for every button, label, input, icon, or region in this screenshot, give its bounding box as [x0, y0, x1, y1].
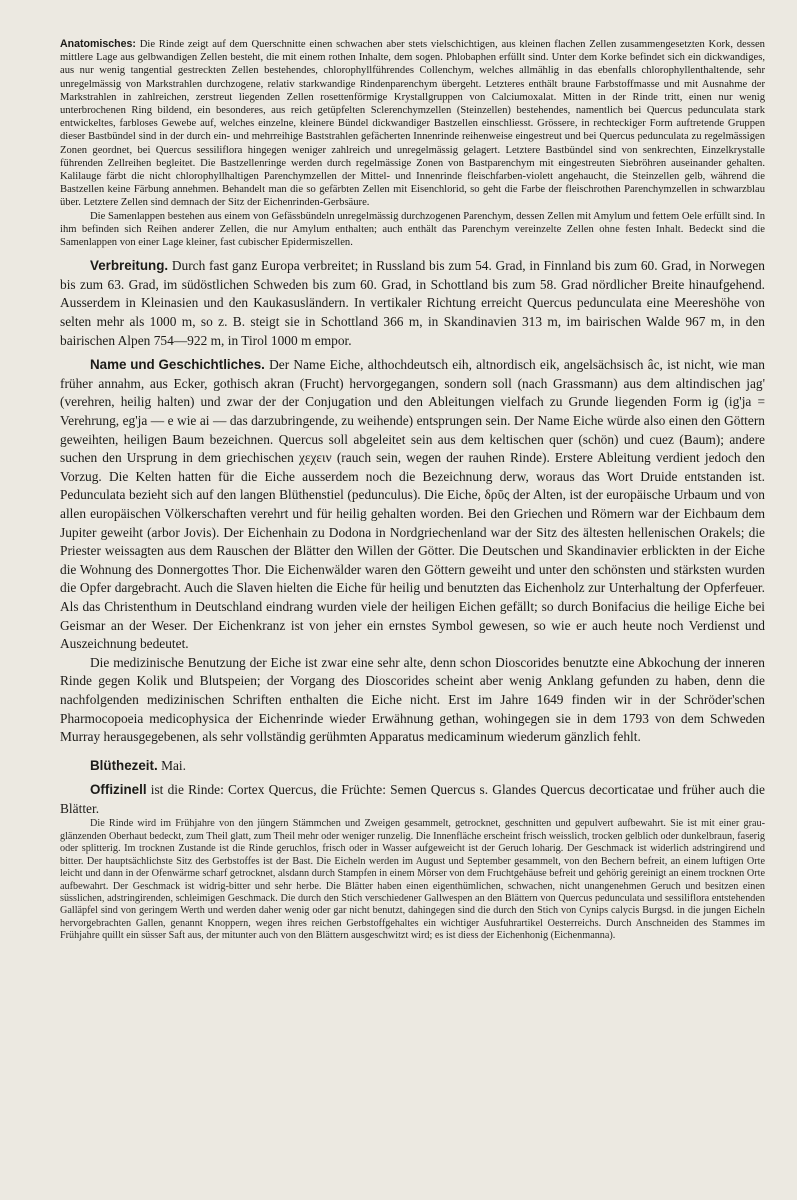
distribution-paragraph [60, 257, 765, 350]
flowering-paragraph [60, 757, 765, 776]
official-paragraph [60, 781, 765, 818]
history-paragraph [60, 356, 765, 654]
history-text: Der Name Eiche, althochdeutsch eih, altnordisch eik, angelsächsisch âc, ist nicht, wie man früher annahm, aus Ecker, gothisch akran (Frucht) hervorgegangen, sondern soll (nach Grassmann) aus dem altindischen jag' (verehren, heilig halten) und zwar der der Conjugation und den Ableitungen vielfach zu Grunde liegenden Form ig (ig'ja = Verehrung, eg'ja — e wie ai — das darzubringende, zu weihende) entsprungen sein. Der Name Eiche würde also einen den Göttern geweihten, heiligen Baum bezeichnen. Quercus soll abgeleitet sein aus dem keltischen quer (schön) und cuez (Baum); andere suchen den Ursprung in dem griechischen χεχειν (rauch sein, wegen der rauhen Rinde). Erstere Ableitung verdient jedoch den Vorzug. Die Kelten hatten für die Eiche ausserdem noch die Bezeichnung derw, woraus das Wort Druide entstanden ist. Pedunculata bezieht sich auf den langen Blüthenstiel (pedunculus). Die Eiche, δρῦς der Alten, ist der europäische Urbaum und von allen europäischen Völkerschaften verehrt und für heilig gehalten worden. Bei den Griechen und Römern war der Eichbaum dem Jupiter geweiht (arbor Jovis). Der Eichenhain zu Dodona in Nordgriechenland war der Sitz des ältesten hellenischen Orakels; die Priester weissagten aus dem Rauschen der Blätter den Willen der Götter. Die Deutschen und Skandinavier erblickten in der Eiche die Wohnung des Donnergottes Thor. Die Eichenwälder waren den Göttern geweiht und unter den schönsten und stärksten wurden die Opfer dargebracht. Auch die Slaven hielten die Eiche für heilig und benutzten das Eichenholz zur Unterhaltung der Opferfeuer. Als das Christenthum in Deutschland eindrang wurden viele der heiligen Eichen gefällt; so durch Bonifacius die heilige Eiche bei Geismar an der Weser. Der Eichenkranz ist von jeher ein ernstes Symbol gewesen, so wie er auch heute noch Verdienst und Auszeichnung bedeutet. [60, 357, 765, 652]
flowering-text: Mai. [161, 757, 186, 773]
official-heading: Offizinell [90, 782, 147, 798]
official-details-paragraph: Die Rinde wird im Frühjahre von den jüngern Stämmchen und Zweigen gesammelt, getrocknet, geschnitten und gepulvert aufbewahrt. Sie ist mit einer grau-glänzenden Oberhaut bedeckt, zum Theil glatt, zum Theil mehr oder weniger runzelig. Die Innenfläche erscheint frisch weisslich, trocken gelblich oder dunkelbraun, faserig oder splitterig. Im trocknen Zustande ist die Rinde geruchlos, frisch oder in Wasser aufgeweicht ist der Geruch loharig. Der Geschmack ist widerlich adstringirend und bitter. Der hauptsächlichste Sitz des Gerbstoffes ist der Bast. Die Eicheln werden im August und September gesammelt, von den Bechern befreit, an einem luftigen Orte leicht und dann in der Ofenwärme scharf getrocknet, alsdann durch Stampfen in einem Mörser von dem Fruchtgehäuse befreit und gehörig gereinigt an einem trocknen Orte aufbewahrt. Der Geschmack ist widrig-bitter und sehr herbe. Die Blätter haben einen eigenthümlichen, schwachen, nicht unangenehmen Geruch und besitzen einen süsslichen, adstringirenden, schleimigen Geschmack. Die durch den Stich verschiedener Gallwespen an den Blättern von Quercus pedunculata und sessiliflora entstehenden Galläpfel sind von geringem Werth und werden daher wenig oder gar nicht benutzt, dahingegen sind die durch den Stich von Cynips calycis Burgsd. in die jungen Eicheln hervorgebrachten Gallen, genannt Knoppern, wegen ihres reichen Gerbstoffgehaltes ein wichtiger Ausfuhrartikel Oesterreichs. Durch Anschneiden des Stammes im Frühjahre quillt ein süsser Saft aus, der mitunter auch von den Blättern ausgeschwitzt wird; es ist diess der Eichenhonig (Eichenmanna). [60, 818, 765, 942]
official-text: ist die Rinde: Cortex Quercus, die Früchte: Semen Quercus s. Glandes Quercus decorticatae und früher auch die Blätter. [60, 782, 765, 816]
anatomy-heading: Anatomisches: [60, 38, 136, 50]
medical-use-paragraph: Die medizinische Benutzung der Eiche ist zwar eine sehr alte, denn schon Dioscorides benutzte eine Abkochung der inneren Rinde gegen Kolik und Blutspeien; der Vorgang des Dioscorides scheint aber wenig Anklang gefunden zu haben, denn die nachfolgenden medizinischen Schriften enthalten die Eiche nicht. Erst im Jahre 1649 finden wir in der Schröder'schen Pharmocopoeia medicophysica der Eichenrinde wieder Erwähnung gethan, wohingegen sie in dem 1793 von dem Schweden Murray herausgegebenen, als sehr vollständig gerühmten Apparatus medicaminum wiederum gänzlich fehlt. [60, 654, 765, 745]
flowering-heading: Blüthezeit. [90, 757, 158, 773]
distribution-text: Durch fast ganz Europa verbreitet; in Russland bis zum 54. Grad, in Finnland bis zum 60. Grad, in Norwegen bis zum 63. Grad, im südöstlichen Schweden bis zum 60. Grad, in Schottland bis zum 58. Grad nördlicher Breite hinaufgehend. Ausserdem in Kleinasien und den Kaukasusländern. In vertikaler Richtung erreicht Quercus pedunculata eine Meereshöhe von selten mehr als 1000 m, so z. B. steigt sie in Schottland 366 m, in Skandinavien 313 m, im bairischen Walde 967 m, in den bairischen Alpen 754—922 m, in Tirol 1000 m empor. [60, 258, 765, 348]
distribution-heading: Verbreitung. [90, 258, 169, 274]
seed-lobes-paragraph: Die Samenlappen bestehen aus einem von Gefässbündeln unregelmässig durchzogenen Parenchym, dessen Zellen mit Amylum und fettem Oele erfüllt sind. In ihm befinden sich Reihen anderer Zellen, die nur Amylum enthalten; auch enthält das Parenchym vereinzelte Zellen ohne festen Inhalt. Bedeckt sind die Samenlappen von einer Lage kleiner, fast cubischer Epidermiszellen. [60, 210, 765, 249]
anatomy-paragraph [60, 38, 765, 210]
history-heading: Name und Geschichtliches. [90, 357, 265, 373]
anatomy-text: Die Rinde zeigt auf dem Querschnitte einen schwachen aber stets vielschichtigen, aus kleinen flachen Zellen zusammengesetzten Kork, dessen mittlere Lage aus gelbwandigen Zellen besteht, die mit einem rothen Inhalte, dem sogen. Phlobaphen erfüllt sind. Unter dem Korke befindet sich ein dickwandiges, aus nur wenig tangential gestreckten Zellen bestehendes, chlorophyllführendes Collenchym, welches allmählig in das ebenfalls chlorophyllenthaltende, sehr unregelmässig von Markstrahlen durchzogene, relativ starkwandige Rindenparenchym übergeht. Letzteres enthält braune Farbstoffmasse und mit Ausnahme der Markstrahlen in zahlreichen, zerstreut liegenden Zellen rosettenförmige Krystallgruppen von Calciumoxalat. Mitten in der Rinde tritt, einen nur wenig unterbrochenen Ring bildend, ein besonderes, aus reich getüpfelten Sclerenchymzellen (Steinzellen) bestehendes, namentlich bei Quercus pedunculata stark entwickeltes, farbloses Gewebe auf, welches einzelne, kleinere Bündel dickwandiger Bastzellen einschliesst. Grössere, in rechteckiger Form auftretende Gruppen dieser Bastbündel sind in der durch ein- und mehrreihige Baststrahlen gefächerten Innenrinde reihenweise eingestreut und bei Quercus pedunculata zu regelmässigen Zonen geordnet, bei Quercus sessiliflora hingegen weniger zahlreich und unregelmässig gelagert. Letztere Bastbündel sind von senkrechten, Einzelkrystalle führenden Zellreihen begleitet. Die Bastzellenringe werden durch regelmässige Zonen von Bastparenchym mit eingestreuten Siebröhren auseinander gehalten. Kalilauge färbt die nicht chlorophyllhaltigen Parenchymzellen der Mittel- und Innenrinde fleischfarben-violett angehaucht, die Steinzellen gelb, während die Bastzellen keine Färbung annehmen. Behandelt man die so gefärbten Zellen mit Eisenchlorid, so geht die Farbe der fleischrothen Parenchymzellen in schwarzblau über. Letztere Zellen sind demnach der Sitz der Eichenrinden-Gerbsäure. [60, 39, 765, 209]
